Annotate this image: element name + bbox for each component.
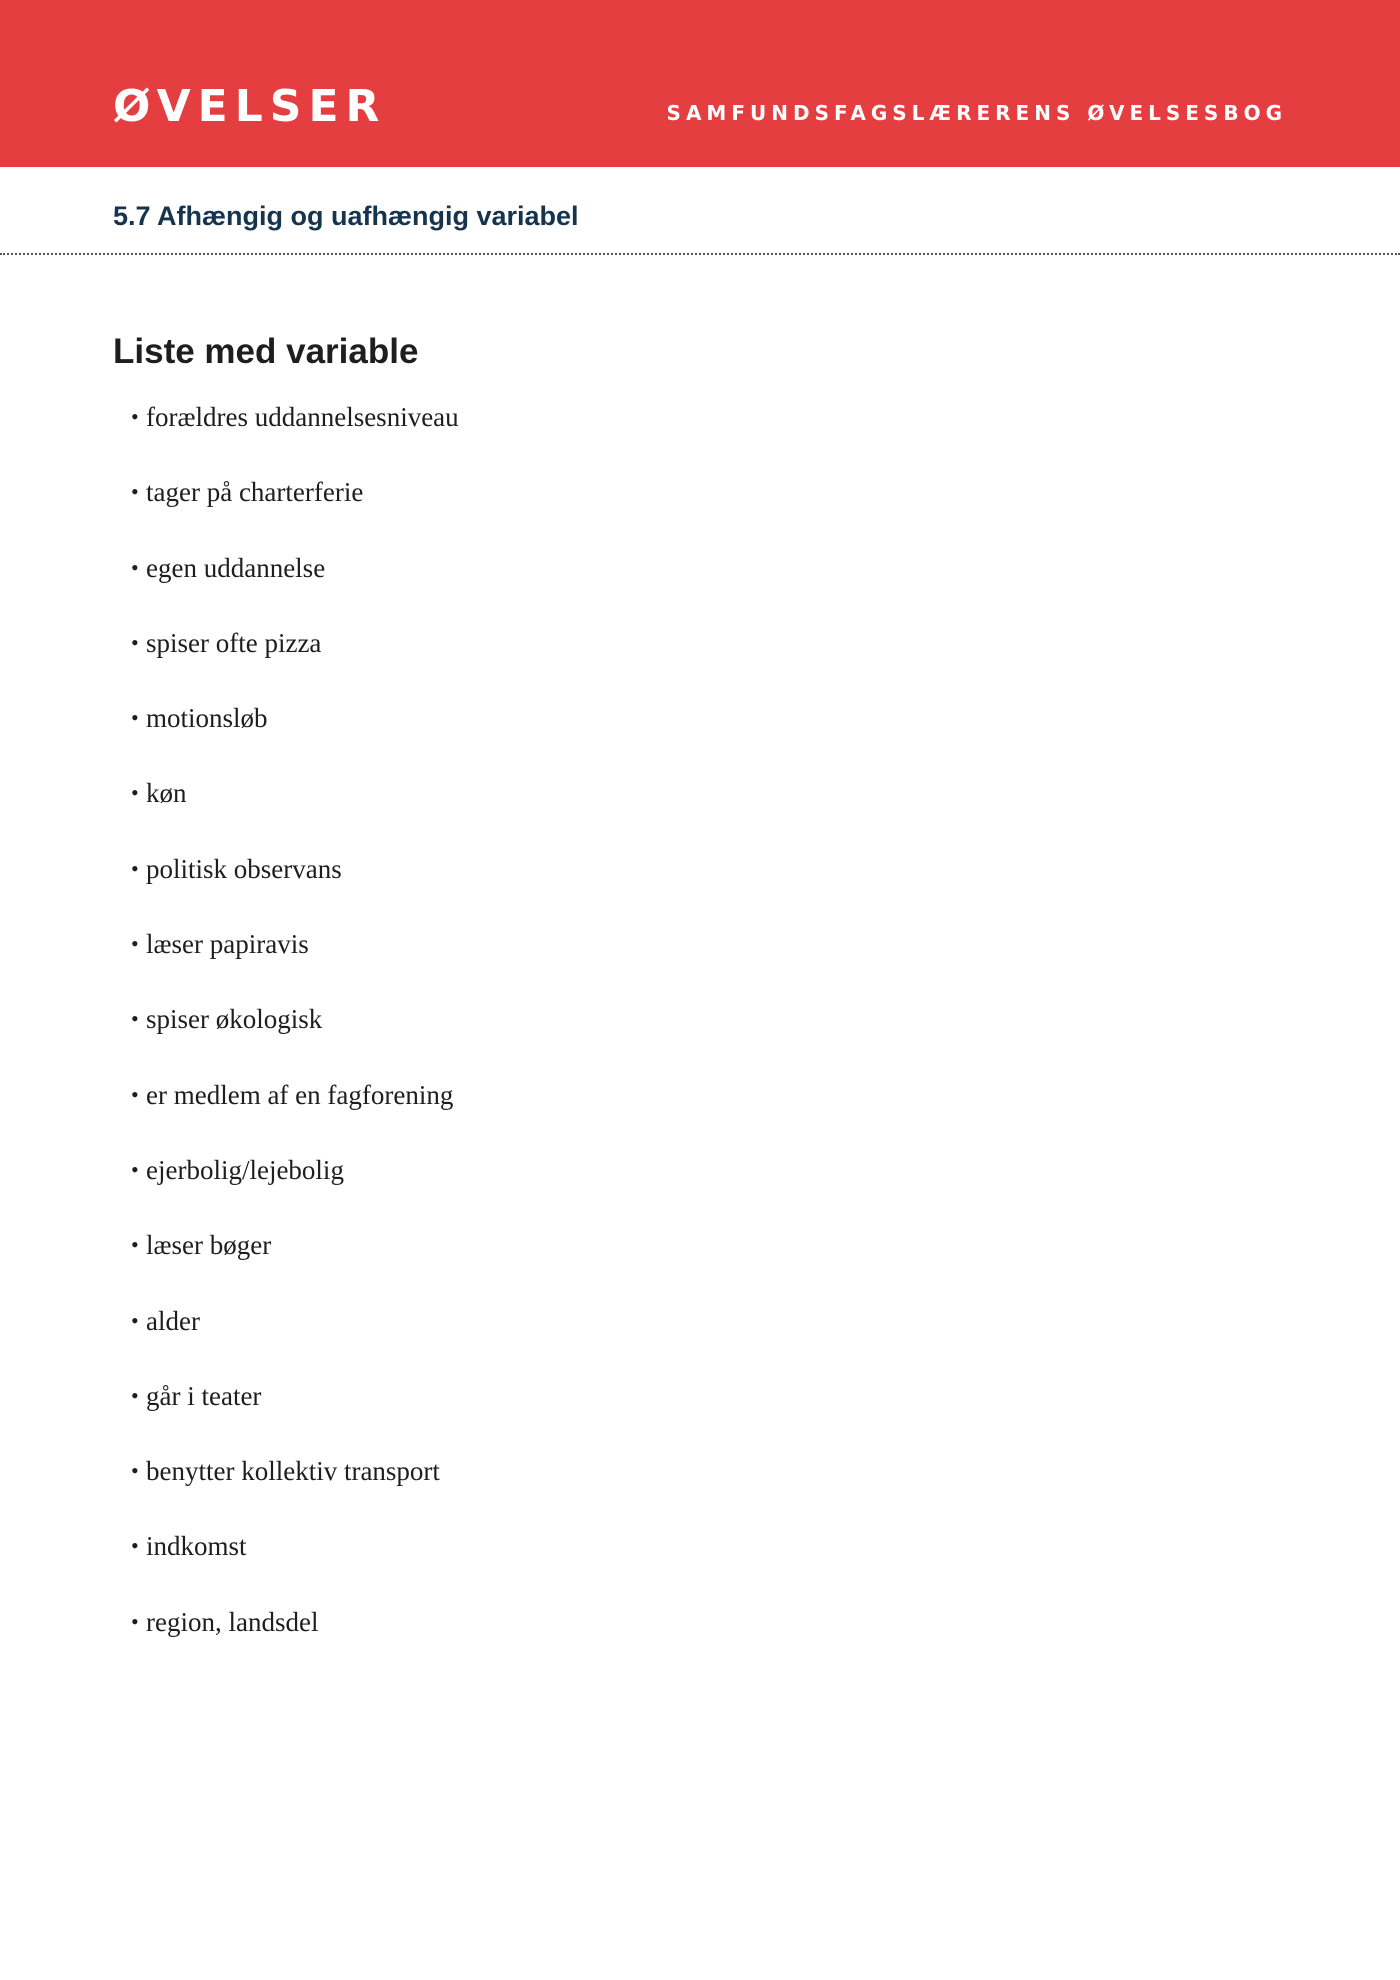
list-item bbox=[131, 922, 1031, 997]
list-item bbox=[131, 1449, 1031, 1524]
list-item bbox=[131, 1374, 1031, 1449]
dotted-divider bbox=[0, 253, 1400, 255]
bullet-icon: • bbox=[131, 404, 139, 429]
list-item-label: ejerbolig/lejebolig bbox=[146, 1154, 344, 1185]
list-item-label: forældres uddannelsesniveau bbox=[146, 402, 459, 432]
book-title: SAMFUNDSFAGSLÆRERENS ØVELSESBOG bbox=[666, 101, 1287, 125]
bullet-icon: • bbox=[131, 1156, 139, 1182]
list-item bbox=[131, 546, 1031, 621]
list-item bbox=[131, 470, 1031, 545]
list-item bbox=[131, 696, 1031, 771]
list-item-label: læser papiravis bbox=[146, 929, 309, 960]
bullet-icon: • bbox=[131, 705, 139, 731]
list-item-label: region, landsdel bbox=[146, 1606, 319, 1637]
list-item bbox=[131, 1223, 1031, 1298]
list-item-label: køn bbox=[146, 778, 187, 809]
bullet-icon: • bbox=[131, 855, 139, 881]
bullet-icon: • bbox=[131, 1608, 139, 1634]
bullet-icon: • bbox=[131, 1382, 139, 1408]
bullet-icon: • bbox=[131, 780, 139, 806]
list-item bbox=[131, 621, 1031, 696]
bullet-icon: • bbox=[131, 1307, 139, 1333]
list-item-label: indkomst bbox=[146, 1531, 247, 1562]
bullet-icon: • bbox=[131, 1458, 139, 1484]
list-item bbox=[131, 395, 1031, 470]
list-item-label: tager på charterferie bbox=[146, 477, 364, 508]
bullet-icon: • bbox=[131, 629, 139, 655]
list-item bbox=[131, 771, 1031, 846]
bullet-icon: • bbox=[131, 931, 139, 957]
list-item bbox=[131, 1299, 1031, 1374]
list-item bbox=[131, 1600, 1031, 1675]
list-item bbox=[131, 847, 1031, 922]
list-heading: Liste med variable bbox=[113, 332, 419, 371]
bullet-icon: • bbox=[131, 1533, 139, 1559]
list-item bbox=[131, 997, 1031, 1072]
header-band bbox=[0, 0, 1400, 167]
list-item-label: er medlem af en fagforening bbox=[146, 1079, 454, 1110]
list-item-label: spiser økologisk bbox=[146, 1004, 323, 1035]
list-item-label: politisk observans bbox=[146, 853, 342, 884]
header-title: ØVELSER bbox=[113, 81, 387, 132]
list-item-label: benytter kollektiv transport bbox=[146, 1456, 440, 1487]
list-item-label: egen uddannelse bbox=[146, 552, 326, 583]
list-item bbox=[131, 1524, 1031, 1599]
list-item-label: alder bbox=[146, 1305, 200, 1336]
section-title: 5.7 Afhængig og uafhængig variabel bbox=[113, 201, 579, 231]
bullet-icon: • bbox=[131, 1081, 139, 1107]
list-item bbox=[131, 1073, 1031, 1148]
bullet-icon: • bbox=[131, 554, 139, 580]
list-item-label: spiser ofte pizza bbox=[146, 627, 322, 658]
bullet-icon: • bbox=[131, 1232, 139, 1258]
list-item-label: læser bøger bbox=[146, 1230, 272, 1261]
list-item bbox=[131, 1148, 1031, 1223]
bullet-icon: • bbox=[131, 479, 139, 505]
list-item-label: motionsløb bbox=[146, 703, 268, 734]
list-item-label: går i teater bbox=[146, 1380, 262, 1411]
bullet-icon: • bbox=[131, 1006, 139, 1032]
variable-list bbox=[131, 395, 1031, 1675]
